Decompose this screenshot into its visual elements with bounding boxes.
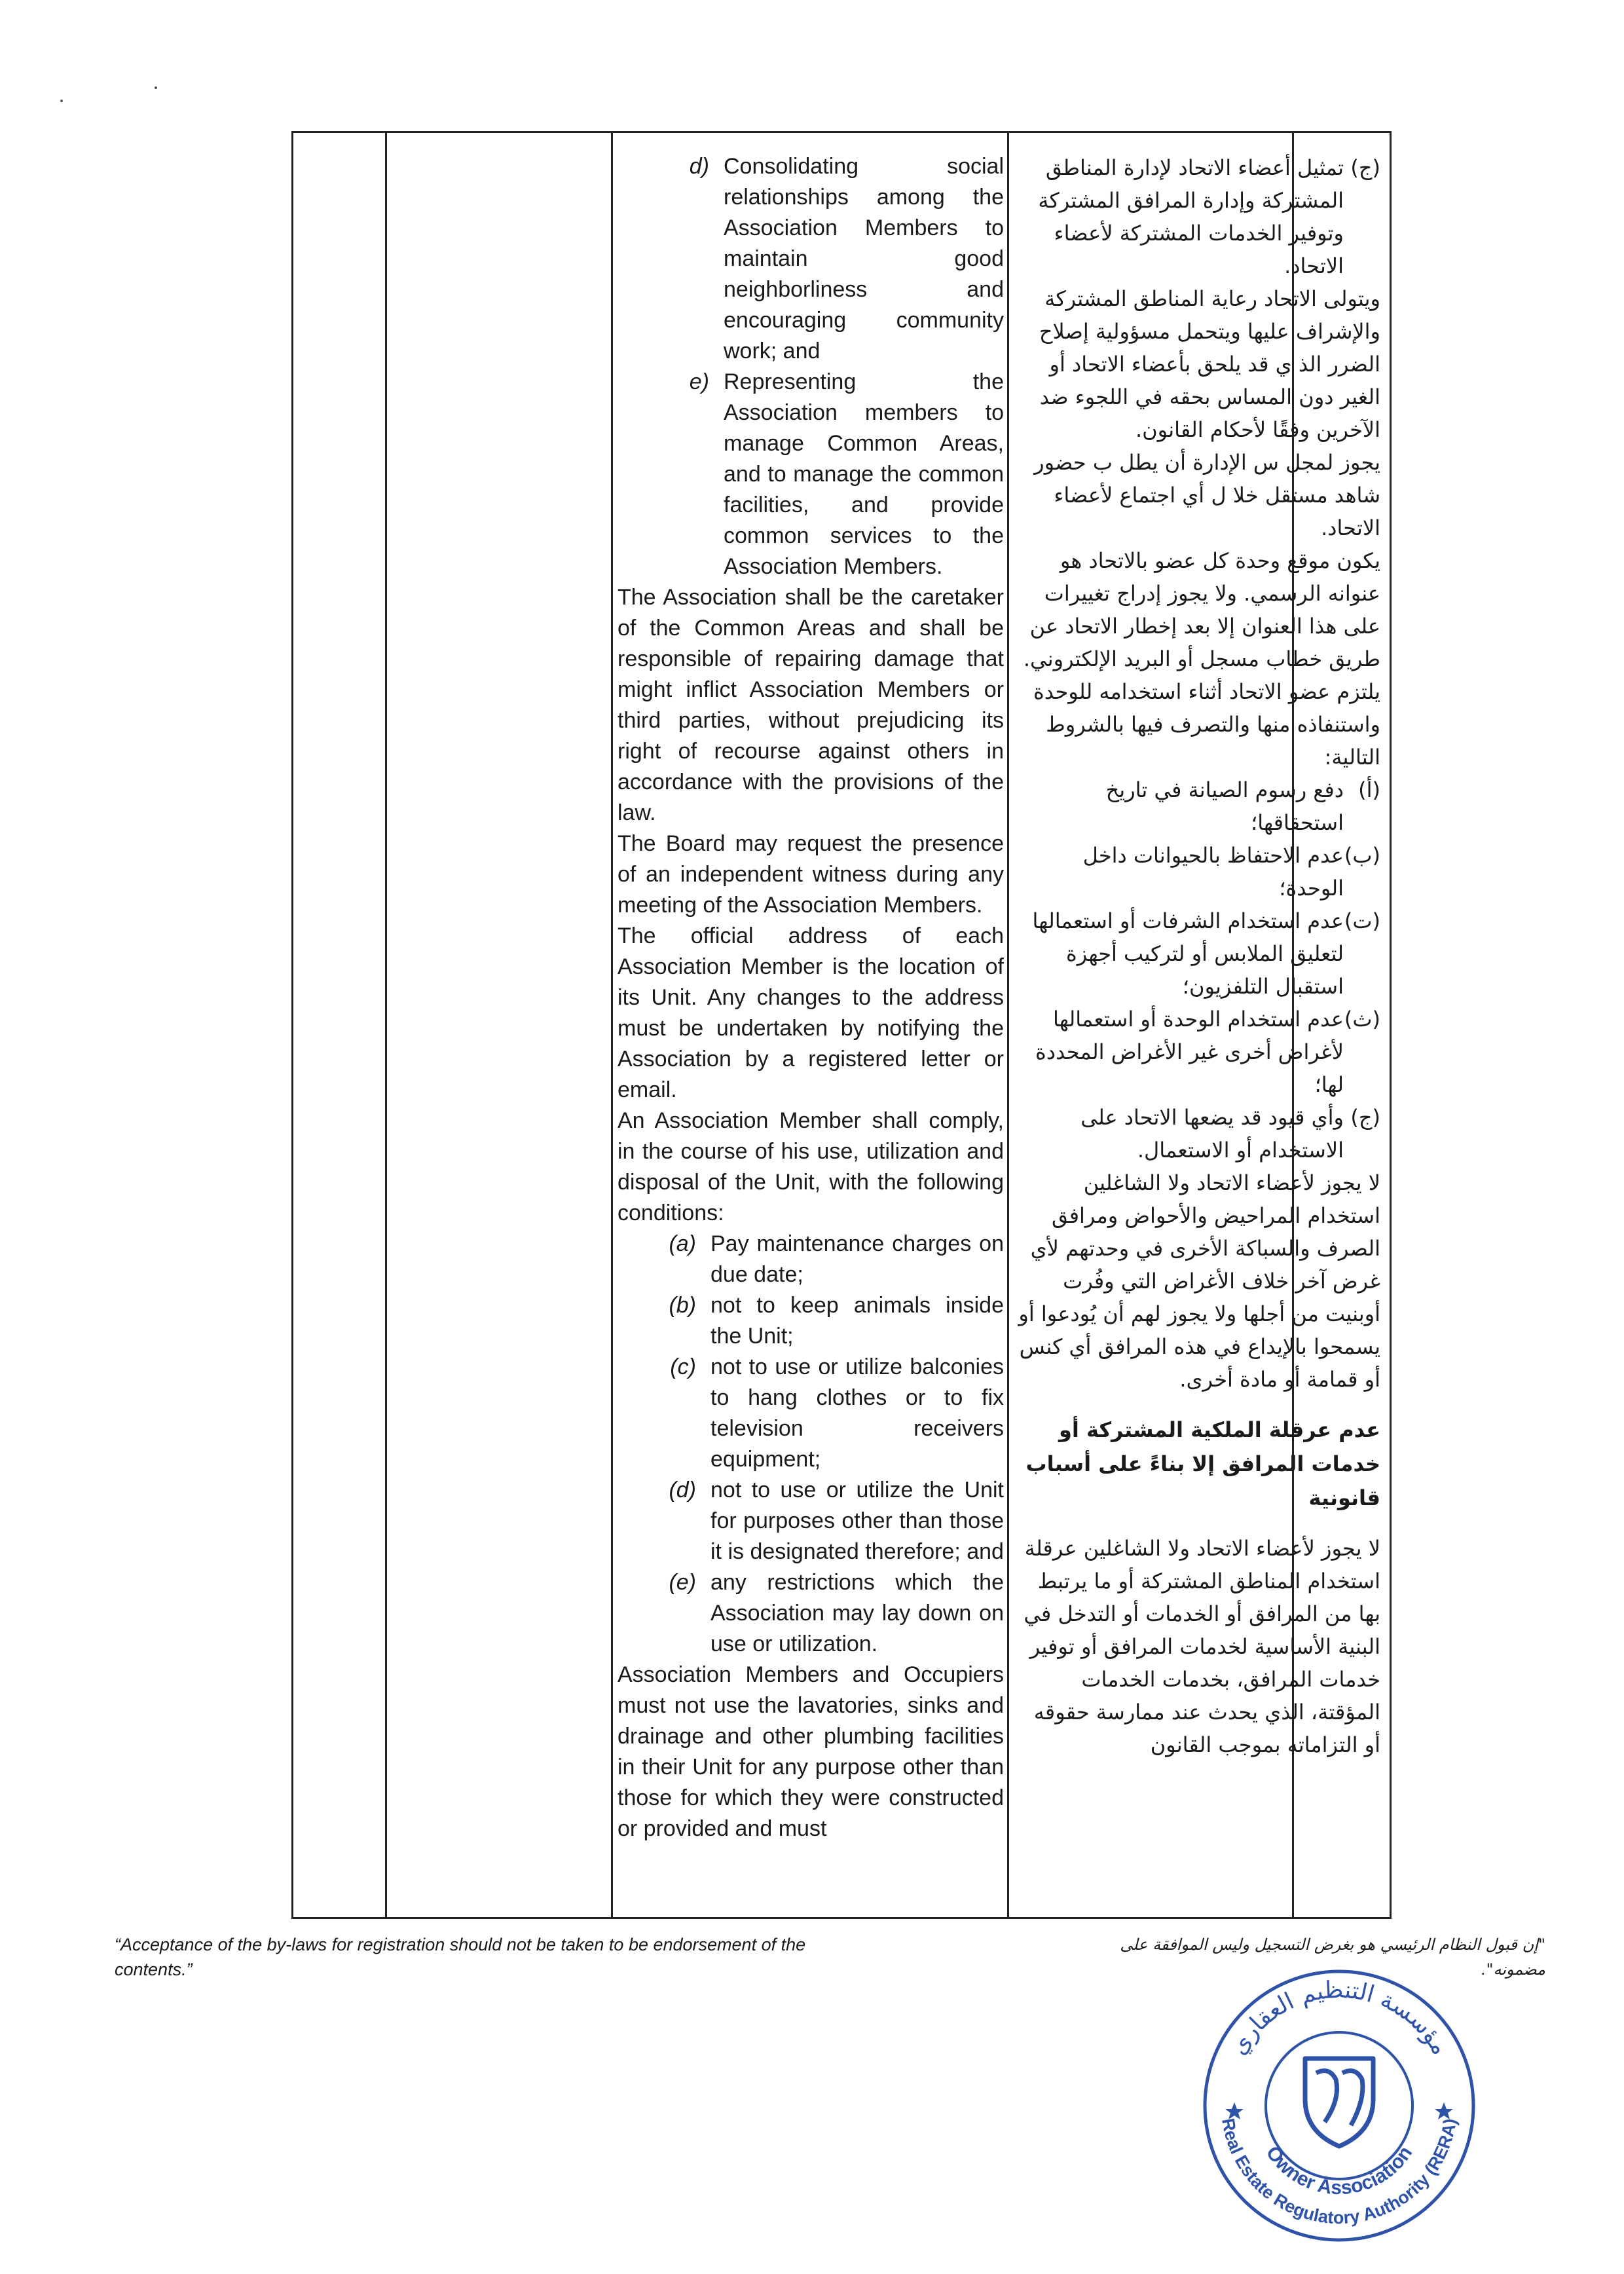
arabic-condition-item — [1014, 904, 1380, 1003]
condition-label: (a) — [669, 1231, 696, 1256]
condition-label: (ت) — [1344, 908, 1380, 933]
condition-text: وأي قيود قد يضعها الاتحاد على الاستخدام أو الاستعمال. — [1080, 1105, 1344, 1163]
english-address-paragraph: The official address of each Association Member is the location of its Unit. Any changes to the address must be undertaken by notifying the Association by a registered letter or email. — [618, 923, 1004, 1102]
condition-label: (ج) — [1350, 1105, 1380, 1130]
condition-label: (أ) — [1358, 777, 1380, 802]
column-divider — [611, 133, 613, 1917]
condition-label: (ث) — [1344, 1007, 1380, 1032]
stamp-owner-association-text: Owner Association — [1261, 2142, 1417, 2199]
stamp-arabic-text: مؤسسة التنظيم العقاري — [1225, 1976, 1454, 2060]
stamp-authority-text: Real Estate Regulatory Authority (RERA) — [1218, 2117, 1460, 2228]
bylaws-table — [291, 131, 1392, 1919]
english-item-e — [618, 367, 1004, 582]
condition-text: any restrictions which the Association may lay down on use or utilization. — [710, 1570, 1004, 1656]
condition-text: دفع رسوم الصيانة في تاريخ استحقاقها؛ — [1105, 777, 1344, 835]
condition-label: (b) — [669, 1293, 696, 1318]
english-board-paragraph: The Board may request the presence of an independent witness during any meeting of the Association Members. — [618, 831, 1004, 918]
english-comply-paragraph: An Association Member shall comply, in the course of his use, utilization and disposal of the Unit, with the following conditions: — [618, 1108, 1004, 1225]
item-text: تمثيل أعضاء الاتحاد لإدارة المناطق المشتركة وإدارة المرافق المشتركة وتوفير الخدمات المشتركة لأعضاء الاتحاد. — [1038, 155, 1344, 278]
condition-text: عدم الاحتفاظ بالحيوانات داخل الوحدة؛ — [1082, 843, 1344, 901]
footer-disclaimer-arabic: "إن قبول النظام الرئيسي هو بغرض التسجيل وليس الموافقة على مضمونه". — [1120, 1935, 1545, 1979]
column-divider — [1007, 133, 1009, 1917]
condition-text: عدم استخدام الشرفات أو استعمالها لتعليق الملابس أو لتركيب أجهزة استقبال التلفزيون؛ — [1032, 908, 1344, 999]
column-divider — [385, 133, 387, 1917]
arabic-obstruct-paragraph: لا يجوز لأعضاء الاتحاد ولا الشاغلين عرقلة استخدام المناطق المشتركة أو ما يرتبط بها من المرافق أو الخدمات أو التدخل في البنية الأساسية لخدمات المرافق أو توفير خدمات المرافق، بخدمات الخدمات المؤقتة، الذي يحدث عند ممارسة حقوقه أو التزاماته بموجب القانون — [1024, 1536, 1380, 1757]
condition-text: عدم استخدام الوحدة أو استعمالها لأغراض أخرى غير الأغراض المحددة لها؛ — [1035, 1007, 1344, 1097]
footer-disclaimer-english: “Acceptance of the by-laws for registration should not be taken to be endorsement of the contents.” — [115, 1935, 806, 1979]
english-condition-item — [618, 1290, 1004, 1352]
english-condition-item — [618, 1567, 1004, 1660]
rera-stamp — [1202, 1968, 1477, 2243]
arabic-column — [1014, 151, 1380, 1761]
english-item-d — [618, 151, 1004, 367]
english-condition-item — [618, 1475, 1004, 1567]
arabic-condition-item — [1014, 1101, 1380, 1166]
english-column — [618, 151, 1004, 1844]
arabic-address-paragraph: يكون موقع وحدة كل عضو بالاتحاد هو عنوانه الرسمي. ولا يجوز إدراج تغييرات على هذا العنوان إلا بعد إخطار الاتحاد عن طريق خطاب مسجل أو البريد الإلكتروني. — [1023, 548, 1380, 671]
stamp-star-icon — [1225, 2102, 1453, 2119]
english-plumbing-paragraph: Association Members and Occupiers must not use the lavatories, sinks and drainage and other plumbing facilities in their Unit for any purpose other than those for which they were constructed or provided and must — [618, 1662, 1004, 1841]
arabic-condition-item — [1014, 839, 1380, 904]
arabic-plumbing-paragraph: لا يجوز لأعضاء الاتحاد ولا الشاغلين استخدام المراحيض والأحواض ومرافق الصرف والسباكة الأخرى في وحدتهم لأي غرض آخر خلاف الأغراض التي وفُرت أوبنيت من أجلها ولا يجوز لهم أن يُودعوا أو يسمحوا بالإيداع في هذه المرافق أي كنس أو قمامة أو مادة أخرى. — [1018, 1170, 1380, 1392]
item-text: Representing the Association members to manage Common Areas, and to manage the common facilities, and provide common services to the Association Members. — [724, 369, 1004, 579]
condition-text: not to use or utilize the Unit for purposes other than those it is designated therefore; and — [710, 1478, 1004, 1564]
arabic-item-j — [1014, 151, 1380, 282]
english-condition-item — [618, 1229, 1004, 1290]
condition-text: not to use or utilize balconies to hang clothes or to fix television receivers equipment; — [710, 1354, 1004, 1472]
arabic-caretaker-paragraph: ويتولى الاتحاد رعاية المناطق المشتركة والإشراف عليها ويتحمل مسؤولية إصلاح الضرر الذ ي قد يلحق بأعضاء الاتحاد أو الغير دون المساس بحقه في اللجوء ضد الآخرين وفقًا لأحكام القانون. — [1039, 286, 1380, 442]
scan-speck — [60, 100, 63, 102]
english-caretaker-paragraph: The Association shall be the caretaker of the Common Areas and shall be responsible of repairing damage that might inflict Association Members or third parties, without prejudicing its right of recourse against others in accordance with the provisions of the law. — [618, 585, 1004, 825]
condition-text: Pay maintenance charges on due date; — [710, 1231, 1004, 1287]
item-label: (ج) — [1350, 155, 1380, 180]
condition-label: (e) — [669, 1570, 696, 1595]
stamp-shield-emblem — [1305, 2059, 1373, 2146]
scan-speck — [155, 86, 157, 89]
stamp-outer-ring — [1205, 1971, 1473, 2240]
item-text: Consolidating social relationships among the Association Members to maintain good neighborliness and encouraging community work; and — [724, 154, 1004, 363]
arabic-comply-paragraph: يلتزم عضو الاتحاد أثناء استخدامه للوحدة واستنفاذه منها والتصرف فيها بالشروط التالية: — [1033, 679, 1380, 770]
item-label: d) — [689, 154, 709, 179]
condition-label: (c) — [670, 1354, 696, 1379]
english-condition-item — [618, 1352, 1004, 1475]
arabic-condition-item — [1014, 1003, 1380, 1101]
arabic-section-heading: عدم عرقلة الملكية المشتركة أو خدمات المرافق إلا بناءً على أسباب قانونية — [1025, 1417, 1380, 1510]
condition-label: (ب) — [1344, 843, 1380, 868]
condition-label: (d) — [669, 1478, 696, 1502]
arabic-board-paragraph: يجوز لمجل س الإدارة أن يطل ب حضور شاهد مستقل خلا ل أي اجتماع لأعضاء الاتحاد. — [1034, 450, 1380, 540]
item-label: e) — [689, 369, 709, 394]
condition-text: not to keep animals inside the Unit; — [710, 1293, 1004, 1349]
arabic-condition-item — [1014, 774, 1380, 839]
